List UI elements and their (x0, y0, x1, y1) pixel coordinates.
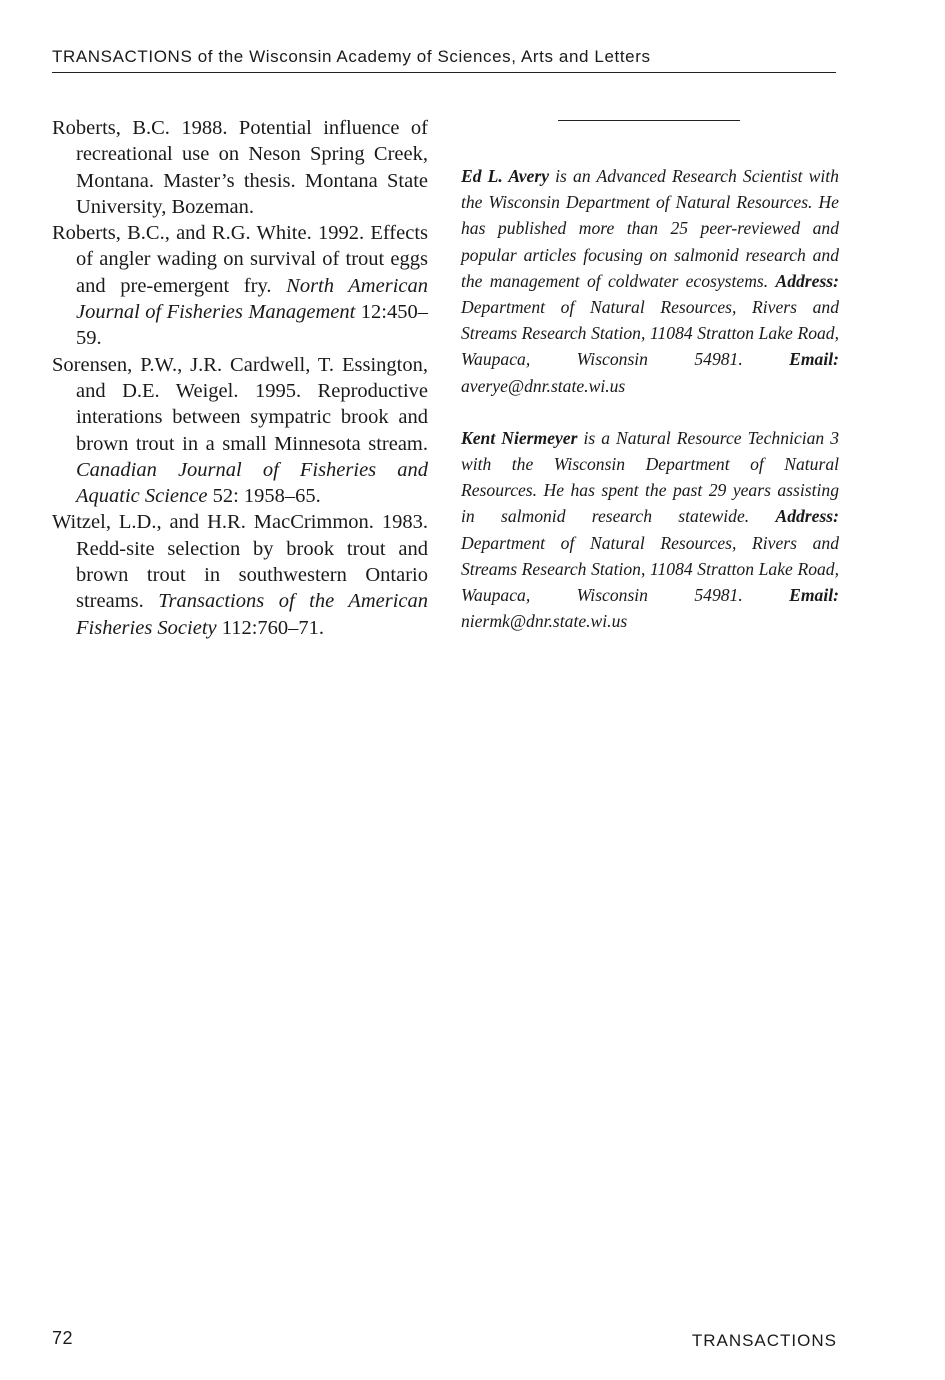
header-rule (52, 72, 836, 73)
author-description: is a Natural Resource Technician 3 with the Wisconsin Department of Natural Resources. He has spent the past 29 years assisting in salmonid research statewide. (461, 427, 839, 527)
author-address: Department of Natural Resources, Rivers and Streams Research Station, 11084 Stratton Lake Road, Waupaca, Wisconsin 54981. (461, 532, 839, 606)
author-email: niermk@dnr.state.wi.us (461, 611, 628, 632)
section-divider (558, 120, 740, 121)
reference-journal: Transactions of the American Fisheries Society (76, 590, 428, 639)
author-address: Department of Natural Resources, Rivers and Streams Research Station, 11084 Stratton Lake Road, Waupaca, Wisconsin 54981. (461, 297, 839, 370)
author-name: Ed L. Avery (461, 166, 550, 186)
running-header: TRANSACTIONS of the Wisconsin Academy of Sciences, Arts and Letters (52, 47, 651, 66)
reference-item (52, 509, 428, 640)
footer-title: TRANSACTIONS (691, 1331, 837, 1350)
email-label: Email: (789, 585, 839, 606)
reference-item (52, 352, 428, 510)
reference-text: Roberts, B.C., and R.G. White. 1992. Effects of angler wading on survival of trout eggs and pre-emergent fry. (52, 222, 428, 297)
author-bios-column (461, 120, 839, 660)
address-label: Address: (775, 270, 839, 291)
author-email: averye@dnr.state.wi.us (461, 375, 626, 396)
reference-volume: 52: 1958–65. (207, 485, 321, 508)
reference-journal: Canadian Journal of Fisheries and Aquatic Science (76, 458, 428, 508)
email-label: Email: (789, 349, 839, 370)
author-bio (461, 425, 839, 635)
page-number: 72 (52, 1328, 74, 1348)
address-label: Address: (775, 506, 839, 527)
reference-volume: 112:760–71. (216, 616, 325, 639)
author-description: is an Advanced Research Scientist with the Wisconsin Department of Natural Resources. He has published more than 25 peer-reviewed and popular articles focusing on salmonid research and the management of coldwater ecosystems. (461, 166, 839, 291)
references-column (52, 115, 428, 641)
author-name: Kent Niermeyer (461, 427, 578, 448)
reference-item (52, 115, 428, 220)
reference-journal: North American Journal of Fisheries Management (76, 274, 428, 324)
reference-volume: 12:450–59. (76, 301, 428, 350)
author-bio (461, 163, 839, 399)
reference-item (52, 220, 428, 351)
reference-text: Sorensen, P.W., J.R. Cardwell, T. Essington, and D.E. Weigel. 1995. Reproductive interations between sympatric brook and brown trout in a small Minnesota stream. (52, 353, 428, 455)
reference-text: Witzel, L.D., and H.R. MacCrimmon. 1983. Redd-site selection by brook trout and brown trout in southwestern Ontario streams. (52, 511, 428, 613)
reference-text: Roberts, B.C. 1988. Potential influence of recreational use on Neson Spring Creek, Montana. Master’s thesis. Montana State University, Bozeman. (52, 117, 428, 218)
